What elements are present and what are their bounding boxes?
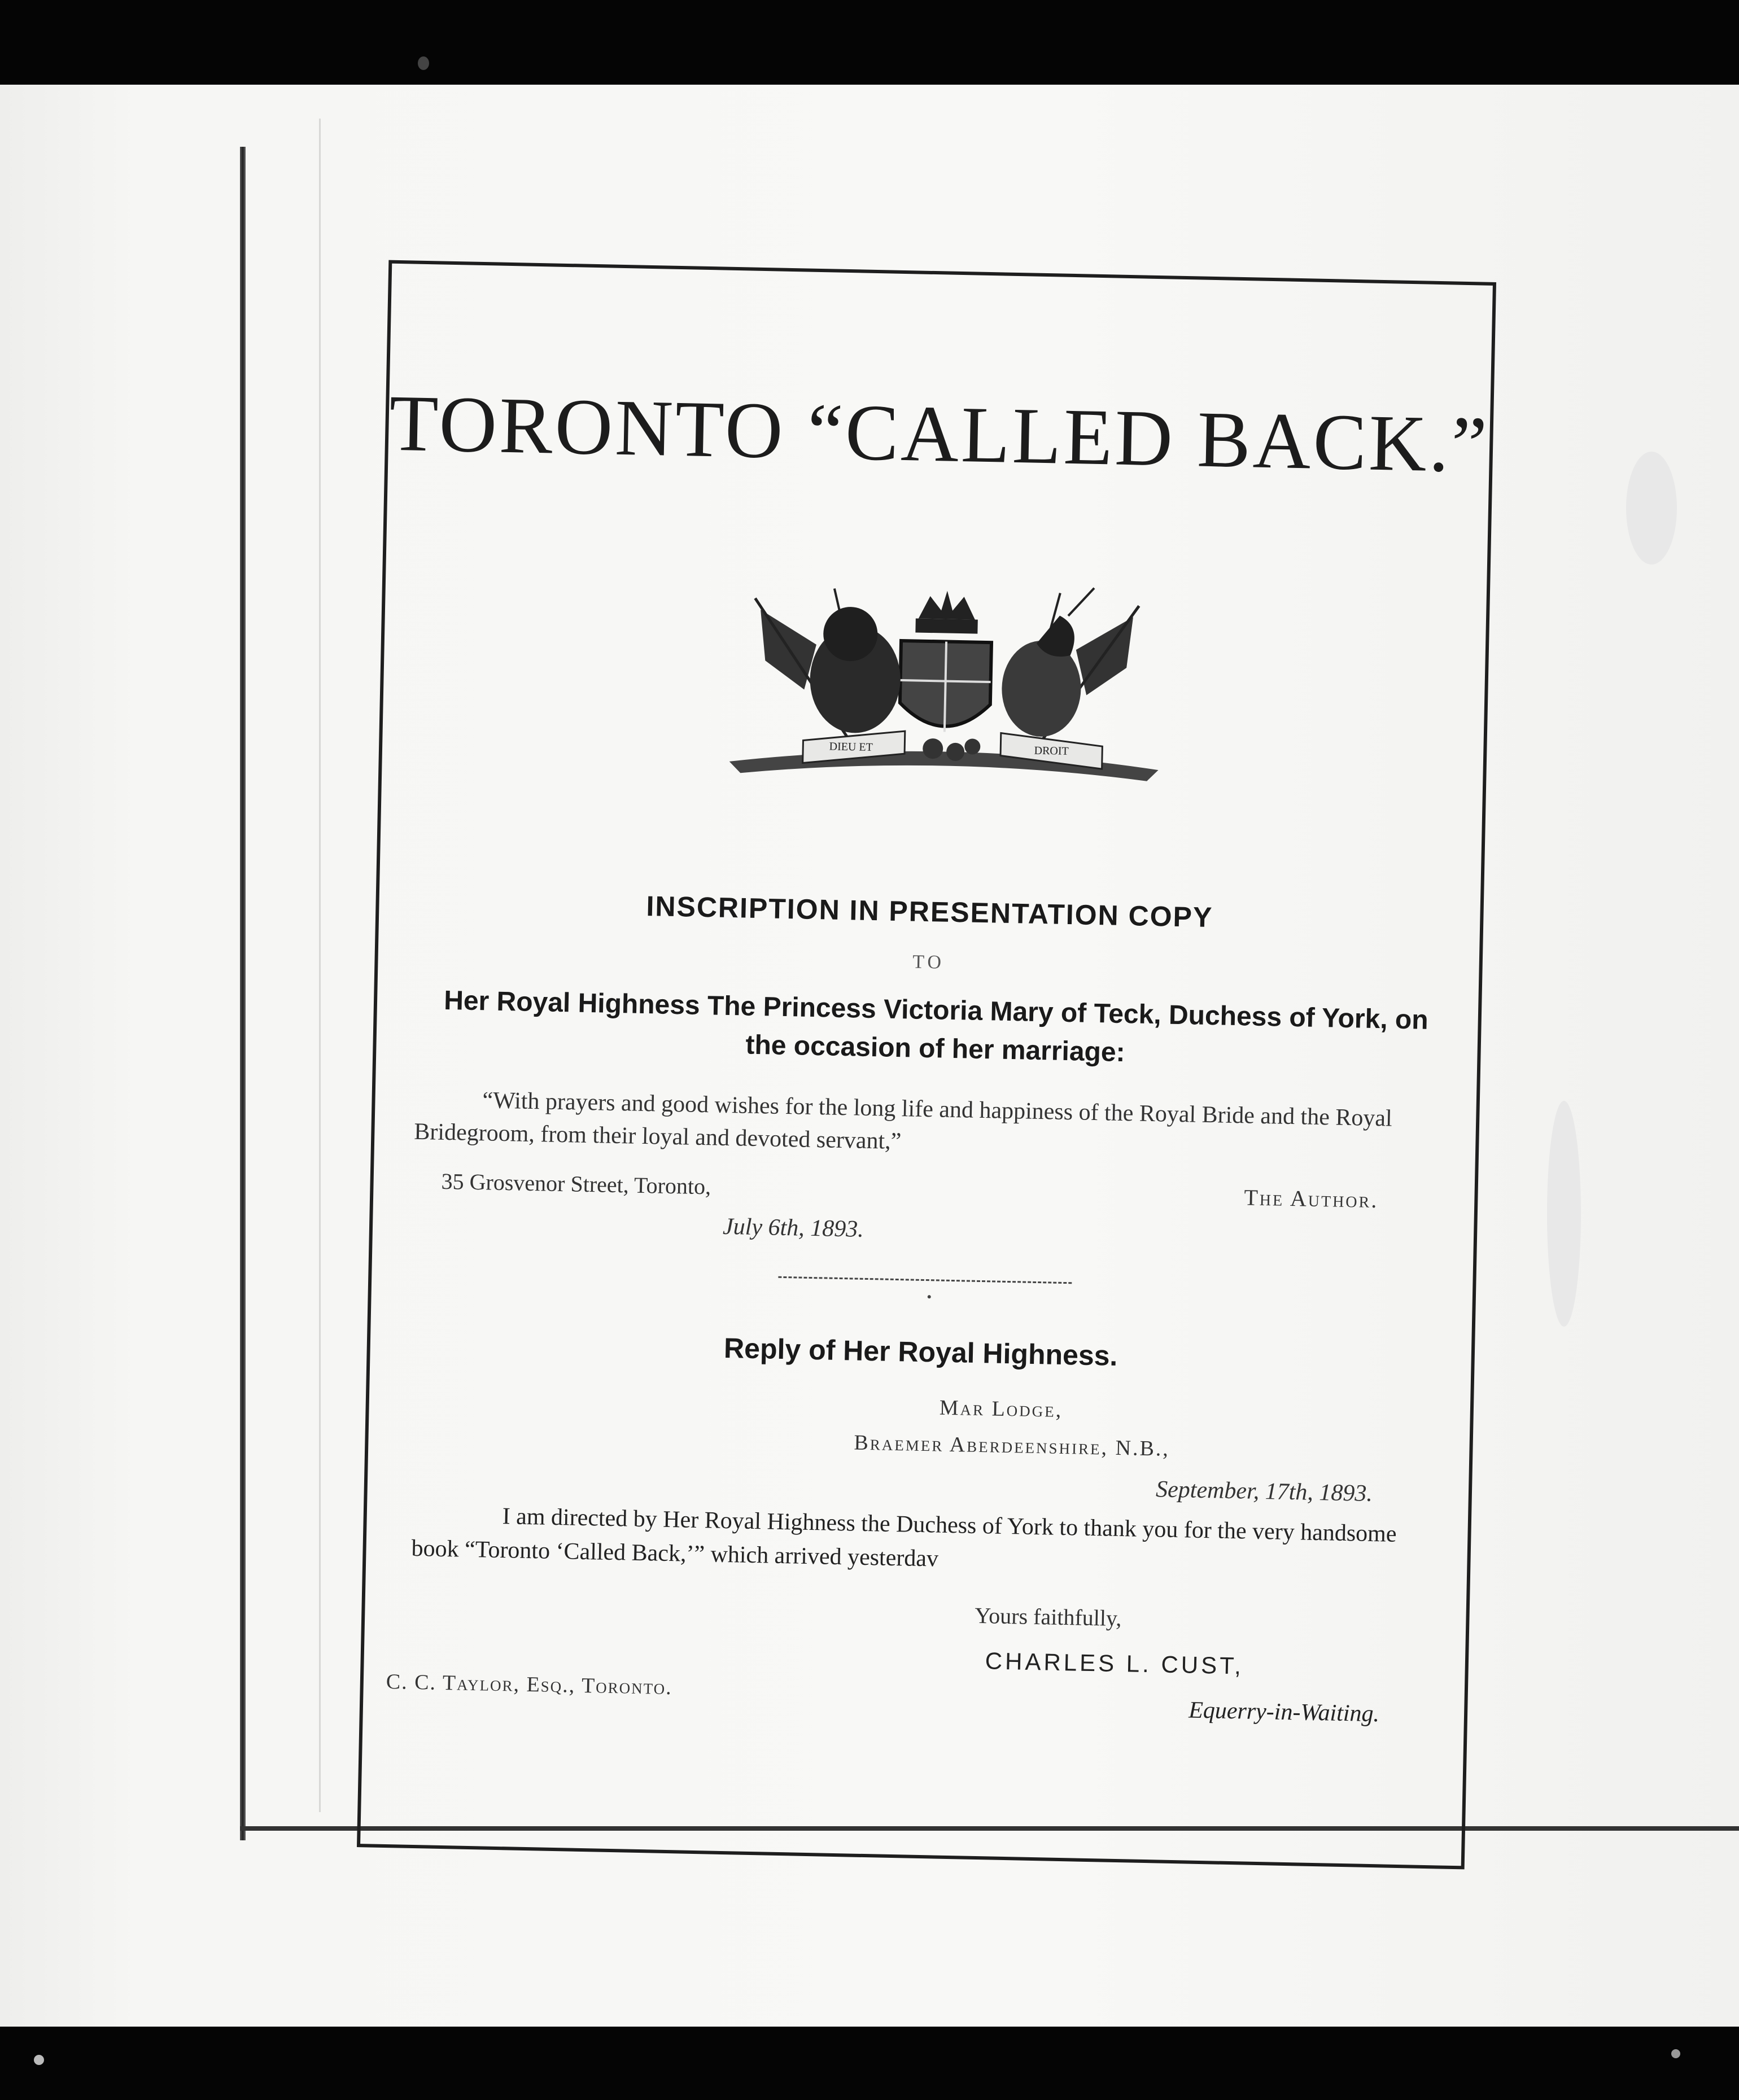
crest-motto-left: DIEU ET — [829, 740, 873, 754]
letter-signer: CHARLES L. CUST, — [985, 1647, 1244, 1679]
letter-closing: Yours faithfully, — [974, 1602, 1122, 1631]
reply-address-line-1: Mar Lodge, — [939, 1395, 1063, 1422]
binding-fold-line — [240, 147, 246, 1840]
dedicatee-text: Her Royal Highness The Princess Victoria Mary of Teck, Duchess of York, on the occasion of her marriage: — [443, 985, 1429, 1068]
reply-letter-body: I am directed by Her Royal Highness the Duchess of York to thank you for the very handsome book “Toronto ‘Called Back,’” which arrived yesterdav — [411, 1503, 1397, 1572]
reply-heading: Reply of Her Royal Highness. — [723, 1332, 1118, 1372]
reply-address-line-2: Braemer Aberdeenshire, N.B., — [854, 1430, 1170, 1461]
crest-motto-right: DROIT — [1034, 744, 1069, 758]
inscription-date: July 6th, 1893. — [722, 1213, 864, 1243]
to-word: TO — [912, 951, 945, 973]
royal-coat-of-arms-icon — [718, 575, 1173, 793]
scan-speck — [34, 2055, 44, 2065]
inscription-quote: “With prayers and good wishes for the long life and happiness of the Royal Bride and the Royal Bridegroom, from their loyal and devoted servant,” — [413, 1087, 1393, 1155]
author-signature: The Author. — [1244, 1184, 1379, 1213]
divider-dot — [928, 1295, 931, 1298]
letter-addressee: C. C. Taylor, Esq., Toronto. — [386, 1670, 673, 1700]
scan-speck — [1626, 452, 1677, 565]
scan-speck — [1547, 1101, 1581, 1327]
scanned-page — [0, 85, 1739, 2027]
printed-frame — [357, 260, 1496, 1870]
reply-date: September, 17th, 1893. — [1155, 1476, 1373, 1507]
page-title: TORONTO “CALLED BACK.” — [388, 378, 1490, 489]
signer-title: Equerry-in-Waiting. — [1188, 1697, 1380, 1727]
inscription-heading: INSCRIPTION IN PRESENTATION COPY — [646, 890, 1213, 934]
author-address: 35 Grosvenor Street, Toronto, — [441, 1168, 711, 1200]
scan-speck — [418, 56, 429, 70]
section-divider — [778, 1276, 1072, 1284]
scan-speck — [1671, 2049, 1680, 2058]
